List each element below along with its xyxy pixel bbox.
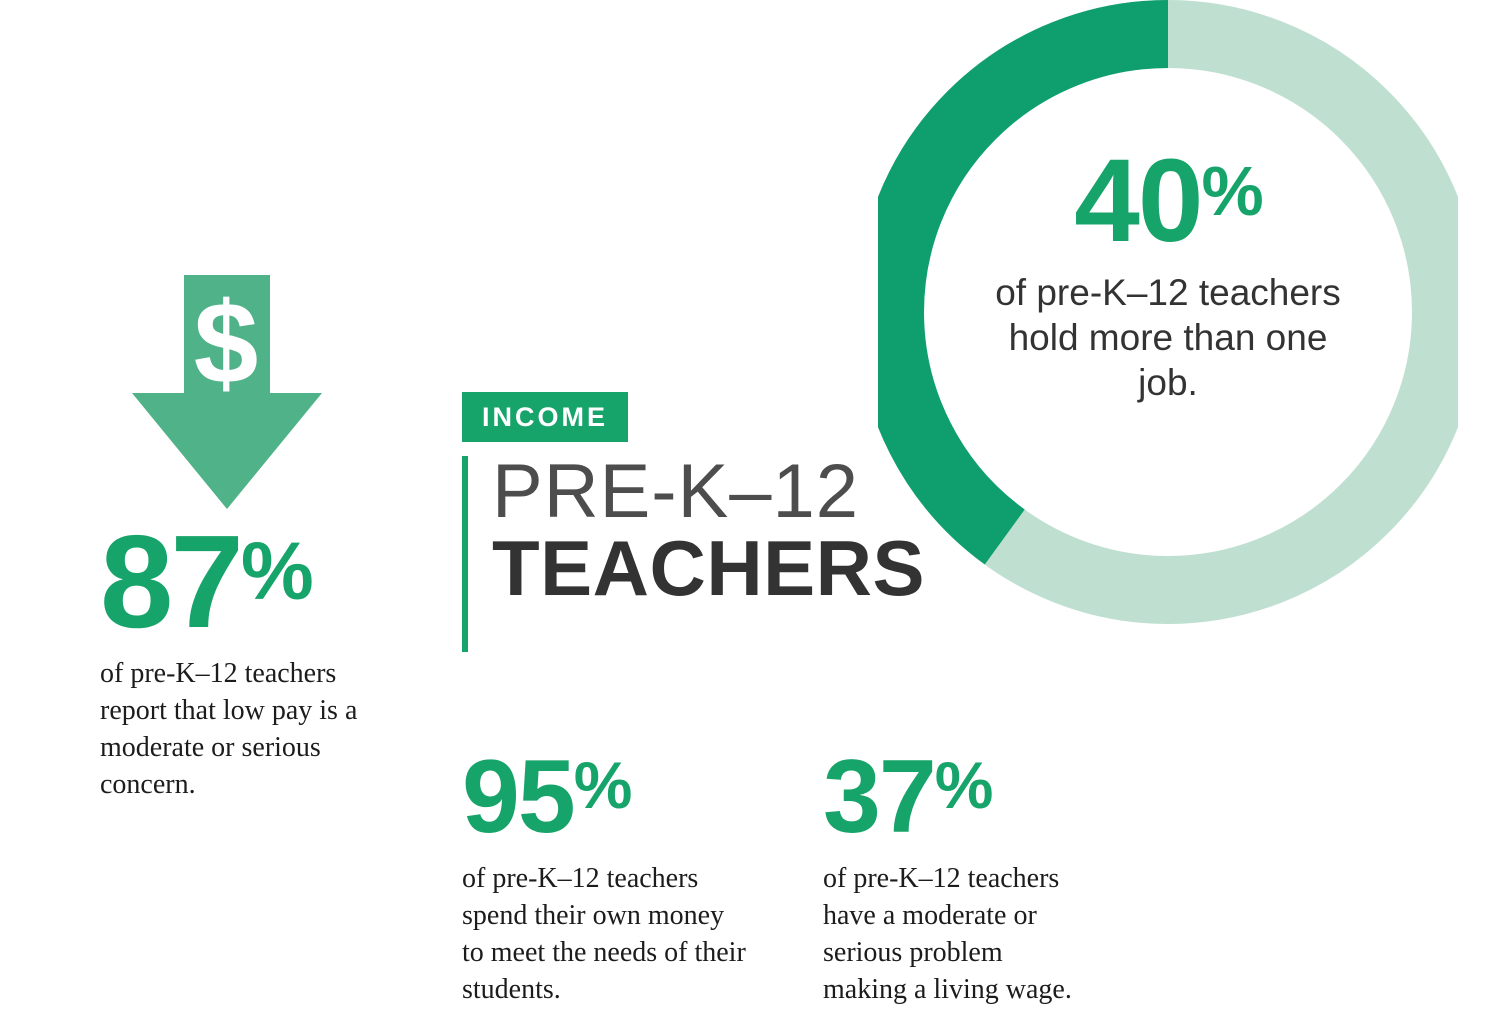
donut-caption: of pre-K–12 teachers hold more than one job. bbox=[995, 272, 1341, 404]
stat-percent-37: 37% bbox=[823, 739, 992, 855]
title-accent-rule bbox=[462, 456, 468, 652]
percent-symbol: % bbox=[573, 748, 631, 822]
percent-symbol: % bbox=[934, 748, 992, 822]
percent-symbol: % bbox=[240, 526, 311, 617]
stat-block-37 bbox=[823, 739, 1123, 1009]
low-pay-stat-block bbox=[100, 275, 400, 804]
stat-percent-95: 95% bbox=[462, 739, 631, 855]
section-tag-income: INCOME bbox=[462, 392, 628, 442]
stat-percent-87: 87% bbox=[100, 508, 311, 655]
stat-caption-37: of pre-K–12 teachers have a moderate or serious problem making a living wage. bbox=[823, 863, 1072, 1005]
down-arrow-dollar-icon bbox=[122, 275, 332, 515]
stat-caption-95: of pre-K–12 teachers spend their own money to meet the needs of their students. bbox=[462, 863, 746, 1005]
dollar-glyph: $ bbox=[193, 278, 259, 408]
page-title-line2: TEACHERS bbox=[492, 523, 926, 612]
page-title bbox=[492, 449, 982, 612]
stat-block-95 bbox=[462, 739, 762, 1009]
percent-symbol: % bbox=[1201, 152, 1262, 230]
title-block bbox=[462, 392, 982, 610]
donut-percent: 40% bbox=[1074, 135, 1262, 267]
stat-caption-87: of pre-K–12 teachers report that low pay is a moderate or serious concern. bbox=[100, 658, 358, 801]
donut-center-label bbox=[988, 135, 1348, 405]
page-title-line1: PRE-K–12 bbox=[492, 449, 860, 534]
